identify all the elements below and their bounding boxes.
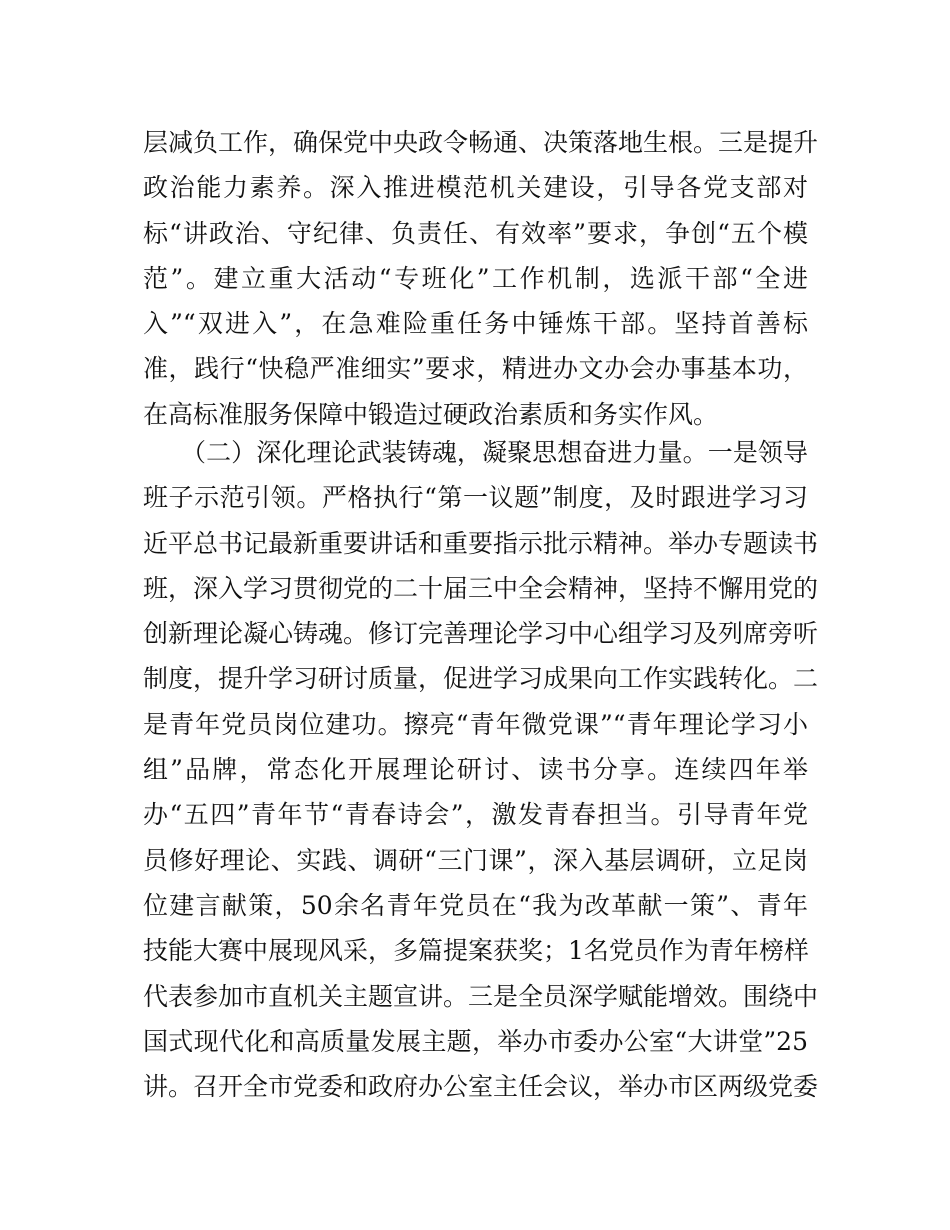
text-line: 入”“双进入”，在急难险重任务中锤炼干部。坚持首善标 <box>143 309 808 339</box>
text-line: 组”品牌，常态化开展理论研讨、读书分享。连续四年举 <box>143 755 808 785</box>
text-line: 办“五四”青年节“青春诗会”，激发青春担当。引导青年党 <box>143 800 808 830</box>
text-line: 是青年党员岗位建功。擦亮“青年微党课”“青年理论学习小 <box>143 709 808 739</box>
text-line: 政治能力素养。深入推进模范机关建设，引导各党支部对 <box>143 173 808 203</box>
text-line: 讲。召开全市党委和政府办公室主任会议，举办市区两级党委 <box>143 1072 819 1102</box>
text-line: 员修好理论、实践、调研“三门课”，深入基层调研，立足岗 <box>143 845 808 875</box>
text-line: 技能大赛中展现风采，多篇提案获奖；1名党员作为青年榜样 <box>143 936 809 966</box>
text-line: （二）深化理论武装铸魂，凝聚思想奋进力量。一是领导 <box>181 438 808 467</box>
text-line: 在高标准服务保障中锻造过硬政治素质和务实作风。 <box>143 399 719 429</box>
text-line: 代表参加市直机关主题宣讲。三是全员深学赋能增效。围绕中 <box>143 981 819 1011</box>
text-line: 班，深入学习贯彻党的二十届三中全会精神，坚持不懈用党的 <box>143 573 819 603</box>
text-line: 创新理论凝心铸魂。修订完善理论学习中心组学习及列席旁听 <box>143 619 819 649</box>
text-line: 层减负工作，确保党中央政令畅通、决策落地生根。三是提升 <box>143 128 819 157</box>
text-line: 标“讲政治、守纪律、负责任、有效率”要求，争创“五个模 <box>143 218 808 248</box>
text-line: 制度，提升学习研讨质量，促进学习成果向工作实践转化。二 <box>143 664 819 694</box>
paragraph-2 <box>143 430 819 1109</box>
paragraph-1 <box>143 120 819 437</box>
text-line: 班子示范引领。严格执行“第一议题”制度，及时跟进学习习 <box>143 483 808 513</box>
text-line: 范”。建立重大活动“专班化”工作机制，选派干部“全进 <box>143 263 808 293</box>
text-line: 国式现代化和高质量发展主题，举办市委办公室“大讲堂”25 <box>143 1026 808 1056</box>
text-line: 准，践行“快稳严准细实”要求，精进办文办会办事基本功， <box>143 354 808 384</box>
text-line: 近平总书记最新重要讲话和重要指示批示精神。举办专题读书 <box>143 528 819 558</box>
text-line: 位建言献策，50余名青年党员在“我为改革献一策”、青年 <box>143 890 808 920</box>
